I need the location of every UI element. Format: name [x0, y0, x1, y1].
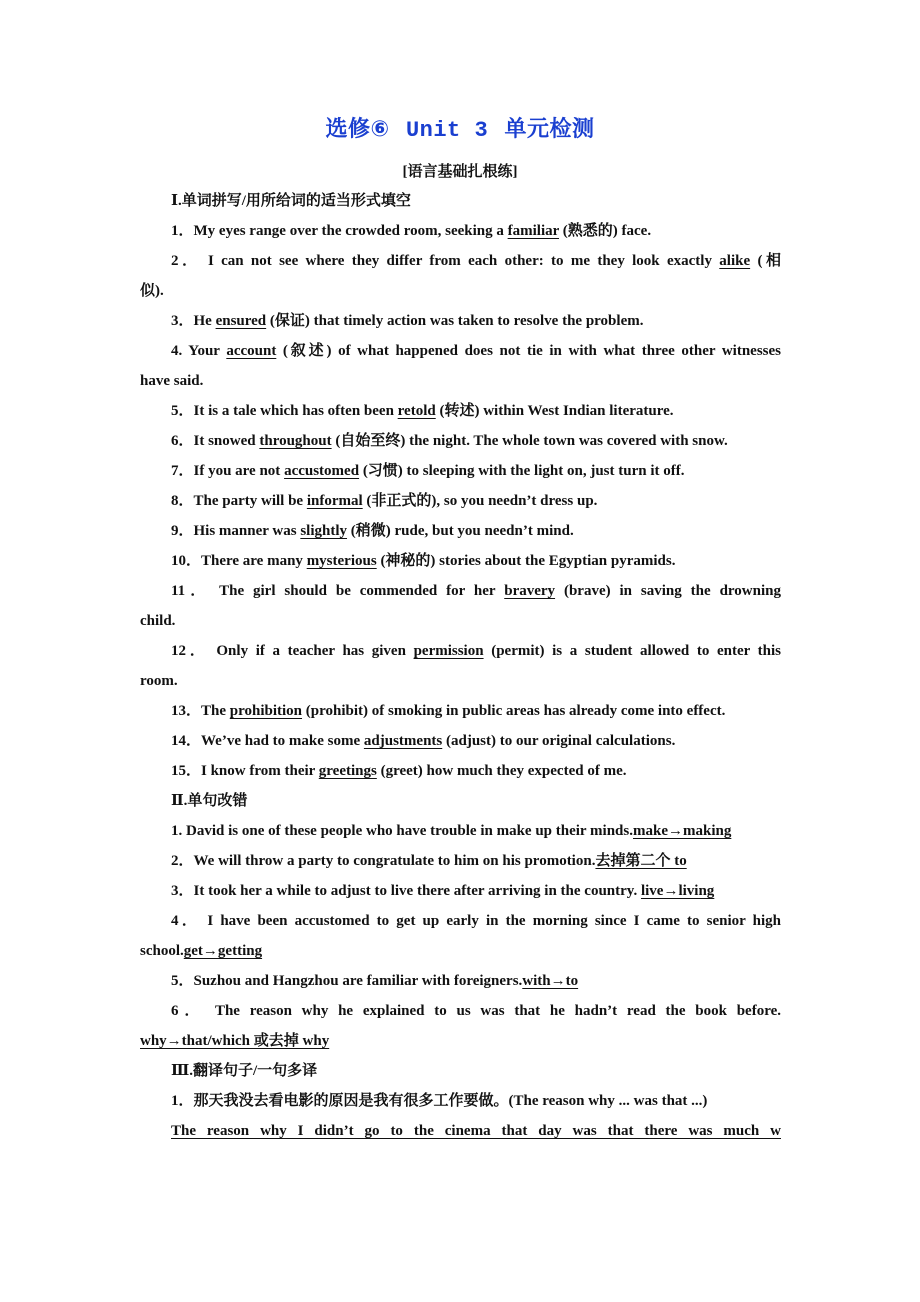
answer: informal	[306, 493, 363, 509]
document-body	[140, 186, 781, 1146]
exercise-item: 2． I can not see where they differ from each other: to me they look exactly alike (相	[171, 253, 782, 269]
exercise-item: 14．We’ve had to make some adjustments (adjust) to our original calculations.	[171, 733, 676, 749]
answer: ensured	[215, 313, 267, 329]
answer: bravery	[504, 583, 556, 599]
correction-item-continued	[140, 1026, 781, 1056]
exercise-item: 6．It snowed throughout (自始至终) the night. The whole town was covered with snow.	[171, 433, 728, 449]
exercise-item: 10．There are many mysterious (神秘的) stories about the Egyptian pyramids.	[171, 553, 676, 569]
answer: The reason why I didn’t go to the cinema that day was that there was much w	[171, 1123, 781, 1139]
exercise-item: 7．If you are not accustomed (习惯) to sleeping with the light on, just turn it off.	[171, 463, 685, 479]
exercise-item: 15．I know from their greetings (greet) how much they expected of me.	[171, 763, 627, 779]
exercise-item-continued: room.	[140, 673, 178, 689]
correction-item: 4． I have been accustomed to get up early in the morning since I came to senior high	[171, 913, 781, 929]
answer: make→making	[633, 823, 732, 839]
exercise-item: 9．His manner was slightly (稍微) rude, but you needn’t mind.	[171, 523, 574, 539]
title-prefix: 选修⑥	[325, 117, 390, 142]
exercise-item: 5．It is a tale which has often been retold (转述) within West Indian literature.	[171, 403, 674, 419]
answer: prohibition	[229, 703, 303, 719]
correction-item: 5．Suzhou and Hangzhou are familiar with foreigners.with→to	[171, 973, 579, 989]
correction-item: 3．It took her a while to adjust to live there after arriving in the country. live→living	[171, 883, 715, 899]
section-heading-2: Ⅱ.单句改错	[171, 793, 248, 809]
answer: adjustments	[363, 733, 443, 749]
answer: why→that/which 或去掉 why	[140, 1033, 330, 1049]
exercise-item: 1．My eyes range over the crowded room, seeking a familiar (熟悉的) face.	[171, 223, 652, 239]
title-suffix: 单元检测	[504, 117, 595, 142]
answer: account	[226, 343, 277, 359]
answer: live→living	[640, 883, 715, 899]
page-title	[0, 112, 920, 143]
correction-item-continued: school.get→getting	[140, 943, 263, 959]
answer: familiar	[507, 223, 560, 239]
exercise-item: 4. Your account (叙述) of what happened does not tie in with what three other witnesses	[171, 343, 782, 359]
exercise-item: 13．The prohibition (prohibit) of smoking in public areas has already come into effect.	[171, 703, 726, 719]
correction-item: 6． The reason why he explained to us was that he hadn’t read the book before.	[171, 1003, 781, 1019]
exercise-item: 12． Only if a teacher has given permission (permit) is a student allowed to enter this	[171, 643, 781, 659]
exercise-item-continued: have said.	[140, 373, 204, 389]
exercise-item-continued: 似).	[140, 283, 164, 299]
correction-item: 1. David is one of these people who have trouble in make up their minds.make→making	[171, 823, 732, 839]
title-unit: Unit 3	[405, 118, 489, 143]
answer: 去掉第二个 to	[595, 853, 687, 869]
answer: with→to	[522, 973, 579, 989]
exercise-item: 8．The party will be informal (非正式的), so you needn’t dress up.	[171, 493, 598, 509]
exercise-item: 11． The girl should be commended for her bravery (brave) in saving the drowning	[171, 583, 781, 599]
answer: retold	[397, 403, 436, 419]
answer: accustomed	[284, 463, 360, 479]
page-subtitle: [语言基础扎根练]	[402, 164, 518, 180]
translation-answer	[140, 1116, 781, 1146]
correction-item: 2．We will throw a party to congratulate to him on his promotion.去掉第二个 to	[171, 853, 687, 869]
section-heading-1: Ⅰ.单词拼写/用所给词的适当形式填空	[171, 193, 411, 209]
answer: throughout	[259, 433, 332, 449]
section-heading-3: Ⅲ.翻译句子/一句多译	[171, 1063, 318, 1079]
answer: alike	[719, 253, 751, 269]
answer: slightly	[300, 523, 348, 539]
answer: permission	[413, 643, 484, 659]
answer: get→getting	[183, 943, 263, 959]
answer: mysterious	[306, 553, 377, 569]
exercise-item: 3．He ensured (保证) that timely action was taken to resolve the problem.	[171, 313, 644, 329]
translation-item: 1．那天我没去看电影的原因是我有很多工作要做。(The reason why ... was that ...)	[171, 1093, 708, 1109]
answer: greetings	[318, 763, 377, 779]
exercise-item-continued: child.	[140, 613, 176, 629]
